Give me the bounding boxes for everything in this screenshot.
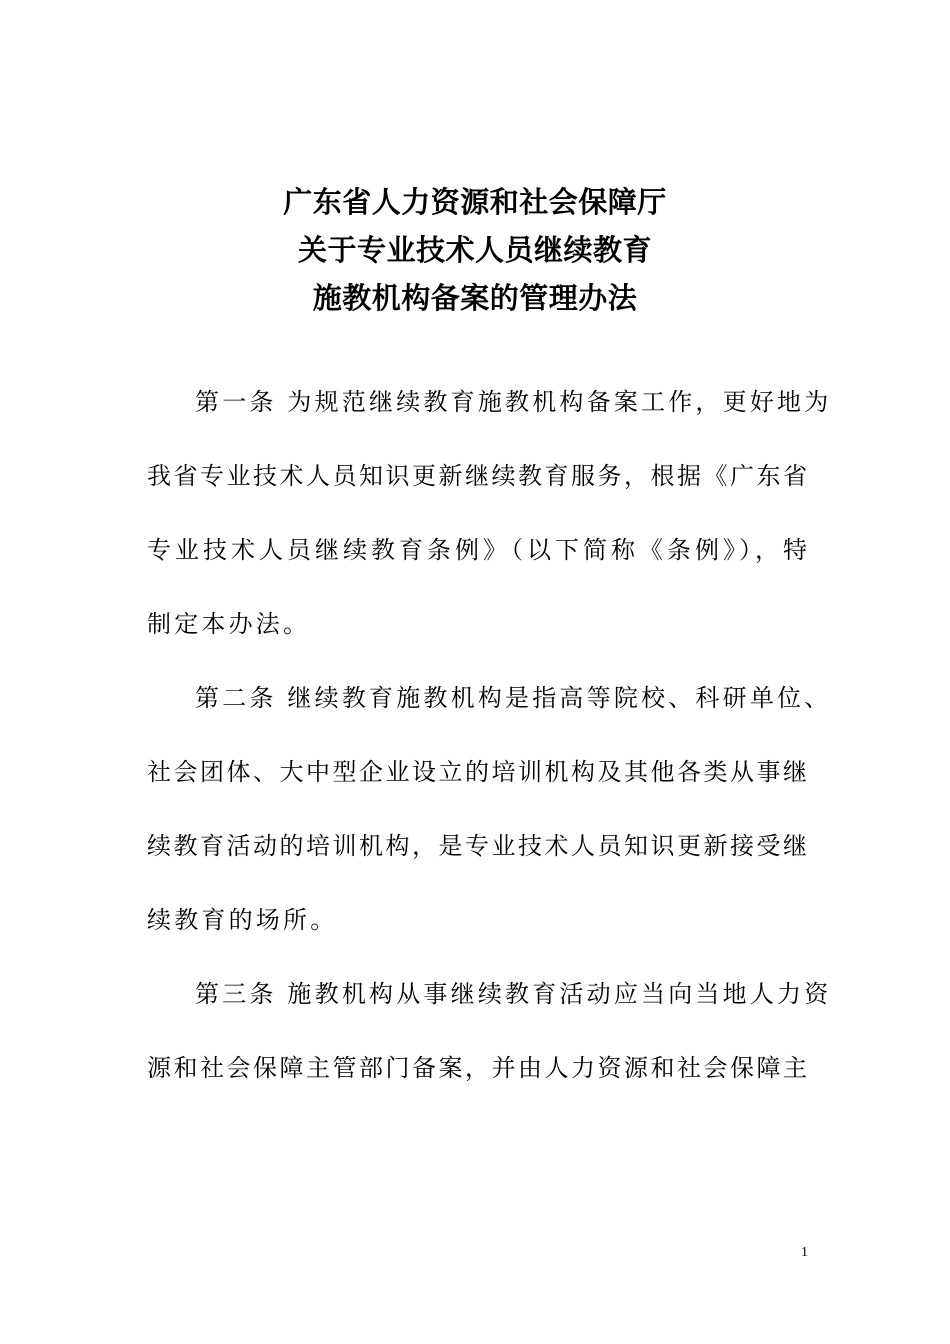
article-2-line-2: 社会团体、大中型企业设立的培训机构及其他各类从事继 [147, 758, 807, 786]
page-number: 1 [801, 1245, 808, 1260]
article-1-line-2: 我省专业技术人员知识更新继续教育服务，根据《广东省 [147, 462, 807, 490]
article-1-line-4: 制定本办法。 [147, 610, 311, 638]
article-2-line-3: 续教育活动的培训机构，是专业技术人员知识更新接受继 [147, 832, 807, 860]
document-title [0, 178, 950, 322]
article-2-line-4: 续教育的场所。 [147, 906, 338, 934]
article-1-line-3: 专业技术人员继续教育条例》（以下简称《条例》），特 [147, 536, 807, 564]
article-3-line-1: 第三条 施教机构从事继续教育活动应当向当地人力资 [195, 980, 832, 1008]
title-line-3: 施教机构备案的管理办法 [312, 281, 638, 315]
article-3-line-2: 源和社会保障主管部门备案，并由人力资源和社会保障主 [147, 1054, 807, 1082]
article-2-line-1: 第二条 继续教育施教机构是指高等院校、科研单位、 [195, 684, 832, 712]
title-line-2: 关于专业技术人员继续教育 [297, 233, 652, 267]
article-1-line-1: 第一条 为规范继续教育施教机构备案工作，更好地为 [195, 388, 832, 416]
document-body [147, 380, 832, 1120]
title-line-1: 广东省人力资源和社会保障厅 [283, 185, 667, 219]
